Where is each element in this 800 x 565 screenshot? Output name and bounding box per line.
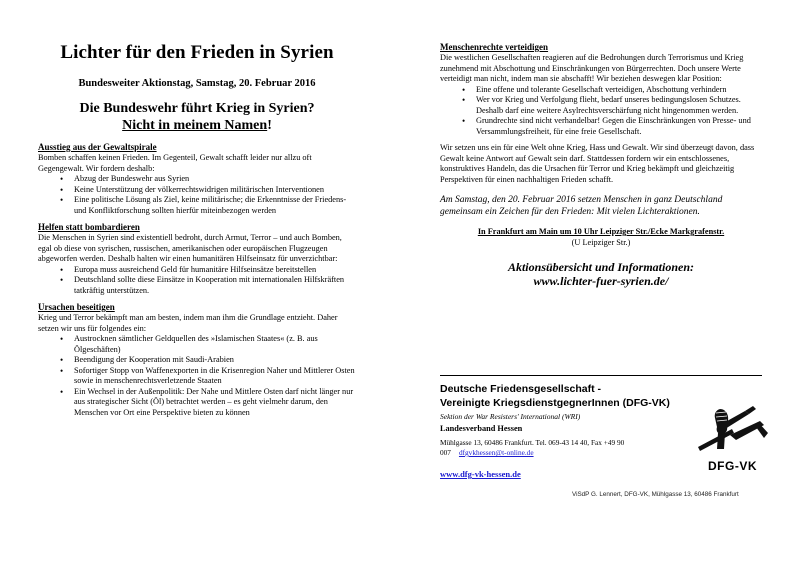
frankfurt-event <box>440 227 762 248</box>
main-title: Lichter für den Frieden in Syrien <box>60 42 334 63</box>
org-address: Mühlgasse 13, 60486 Frankfurt. Tel. 069-43 14 40, Fax +49 90 007 <box>440 438 625 457</box>
section-heading: Ausstieg aus der Gewaltspirale <box>38 142 157 152</box>
org-wri-section: Sektion der War Resisters' International (WRI) <box>440 412 581 421</box>
list-item: • Grundrechte sind nicht verhandelbar! Gegen die Einschränkungen von Presse- und Versammlungsfreiheit, für eine freie Gesellschaft. <box>440 116 762 137</box>
section-heading: Ursachen beseitigen <box>38 302 115 312</box>
closing-paragraph: Wir setzen uns ein für eine Welt ohne Krieg, Hass und Gewalt. Wir sind überzeugt davon, dass Gewalt keine Antwort auf Gewalt sein darf. Stattdessen fordern wir ein entschlossenes, konstruktives Handeln, das die Ursachen für Terror und Krieg bekämpft und gleichzeitig Perspektiven für einen nachhaltigen Frieden schafft. <box>440 143 755 184</box>
subtitle: Bundesweiter Aktionstag, Samstag, 20. Februar 2016 <box>78 78 316 89</box>
section-text: Krieg und Terror bekämpft man am besten, indem man ihm die Grundlage entzieht. Daher setzen wir uns für folgendes ein: <box>38 313 338 333</box>
section-ausstieg <box>38 142 356 216</box>
org-website-link[interactable]: www.dfg-vk-hessen.de <box>440 469 521 479</box>
headline-line1: Die Bundeswehr führt Krieg in Syrien? <box>79 101 315 116</box>
list-item: • Eine offene und tolerante Gesellschaft verteidigen, Abschottung verhindern <box>440 85 762 96</box>
section-heading: Menschenrechte verteidigen <box>440 42 549 52</box>
overview-label: Aktionsübersicht und Informationen: <box>507 260 695 274</box>
bullet-list <box>440 85 762 138</box>
org-address-block <box>440 438 670 458</box>
section-text: Die Menschen in Syrien sind existentiell bedroht, durch Armut, Terror – und auch Bomben, egal ob diese von syrischen, russischen, amerikanischen oder europäischen Flugzeugen abgeworfen werden. Deshalb halten wir einen humanitären Hilfseinsatz für unverzichtbar: <box>38 233 342 263</box>
call-to-action: Am Samstag, den 20. Februar 2016 setzen Menschen in ganz Deutschland gemeinsam ein Zeichen für den Frieden: Mit vielen Lichteraktionen. <box>440 195 723 217</box>
bullet-list <box>38 334 356 418</box>
section-text: Die westlichen Gesellschaften reagieren auf die Bedrohungen durch Terrorismus und Krieg zunehmend mit Abschottung und Einschränkungen von Bürgerrechten. Doch unsere Werte verteidigt man nicht, indem man sie abschafft! Wir beziehen deswegen klar Position: <box>440 53 744 83</box>
frankfurt-location: In Frankfurt am Main um 10 Uhr Leipziger Str./Ecke Markgrafenstr. <box>477 227 725 236</box>
list-item: • Ein Wechsel in der Außenpolitik: Der Nahe und Mittlere Osten darf nicht länger nur aus strategischer Sicht (Öl) betrachtet werden – es geht vielmehr darum, den Menschen vor Ort eine Perspektive bieten zu können <box>38 387 356 419</box>
list-item: • Europa muss ausreichend Geld für humanitäre Hilfseinsätze bereitstellen <box>38 265 356 276</box>
list-item: • Sofortiger Stopp von Waffenexporten in die Krisenregion Naher und Mittlerer Osten sowie in menschenrechtsverletzende Staaten <box>38 366 356 387</box>
left-column <box>38 42 356 418</box>
section-menschenrechte <box>440 42 762 137</box>
headline-exclamation: ! <box>267 118 272 133</box>
section-heading: Helfen statt bombardieren <box>38 222 140 232</box>
dfg-vk-logo <box>690 405 775 480</box>
list-item: • Deutschland sollte diese Einsätze in Kooperation mit internationalen Hilfskräften tatkräftig unterstützen. <box>38 275 356 296</box>
spacer <box>38 134 356 142</box>
logo-text: DFG-VK <box>708 459 757 473</box>
list-item: • Abzug der Bundeswehr aus Syrien <box>38 174 356 185</box>
org-name-line1: Deutsche Friedensgesellschaft - <box>440 383 602 395</box>
org-name-line2: Vereinigte KriegsdienstgegnerInnen (DFG-VK) <box>440 397 670 409</box>
list-item: • Austrocknen sämtlicher Geldquellen des »Islamischen Staates« (z. B. aus Ölgeschäften) <box>38 334 356 355</box>
section-ursachen <box>38 302 356 418</box>
org-email-link[interactable]: dfgvkhessen@t-online.de <box>458 448 534 457</box>
visdp-imprint: ViSdP G. Lennert, DFG-VK, Mühlgasse 13, 60486 Frankfurt <box>572 491 739 498</box>
headline <box>38 100 356 134</box>
bullet-list <box>38 265 356 297</box>
section-helfen <box>38 222 356 296</box>
overview <box>440 260 762 288</box>
list-item: • Beendigung der Kooperation mit Saudi-Arabien <box>38 355 356 366</box>
list-item: • Eine politische Lösung als Ziel, keine militärische; die Erkenntnisse der Friedens- und Konfliktforschung sollten hierfür miteinbezogen werden <box>38 195 356 216</box>
section-text: Bomben schaffen keinen Frieden. Im Gegenteil, Gewalt schafft leider nur allzu oft Gegengewalt. Wir fordern deshalb: <box>38 153 312 173</box>
headline-line2: Nicht in meinem Namen <box>122 118 268 133</box>
divider <box>440 375 762 376</box>
right-column <box>440 42 762 288</box>
org-footer <box>440 382 670 479</box>
org-landesverband: Landesverband Hessen <box>440 424 523 433</box>
bullet-list <box>38 174 356 216</box>
list-item: • Keine Unterstützung der völkerrechtswidrigen militärischen Interventionen <box>38 185 356 196</box>
list-item: • Wer vor Krieg und Verfolgung flieht, bedarf unseres bedingungslosen Schutzes. Deshalb darf eine weitere Asylrechtsverschärfung nicht hingenommen werden. <box>440 95 762 116</box>
headline-line2-wrap <box>38 117 356 134</box>
frankfurt-subway: (U Leipziger Str.) <box>571 237 631 247</box>
overview-url[interactable]: www.lichter-fuer-syrien.de/ <box>533 274 669 288</box>
